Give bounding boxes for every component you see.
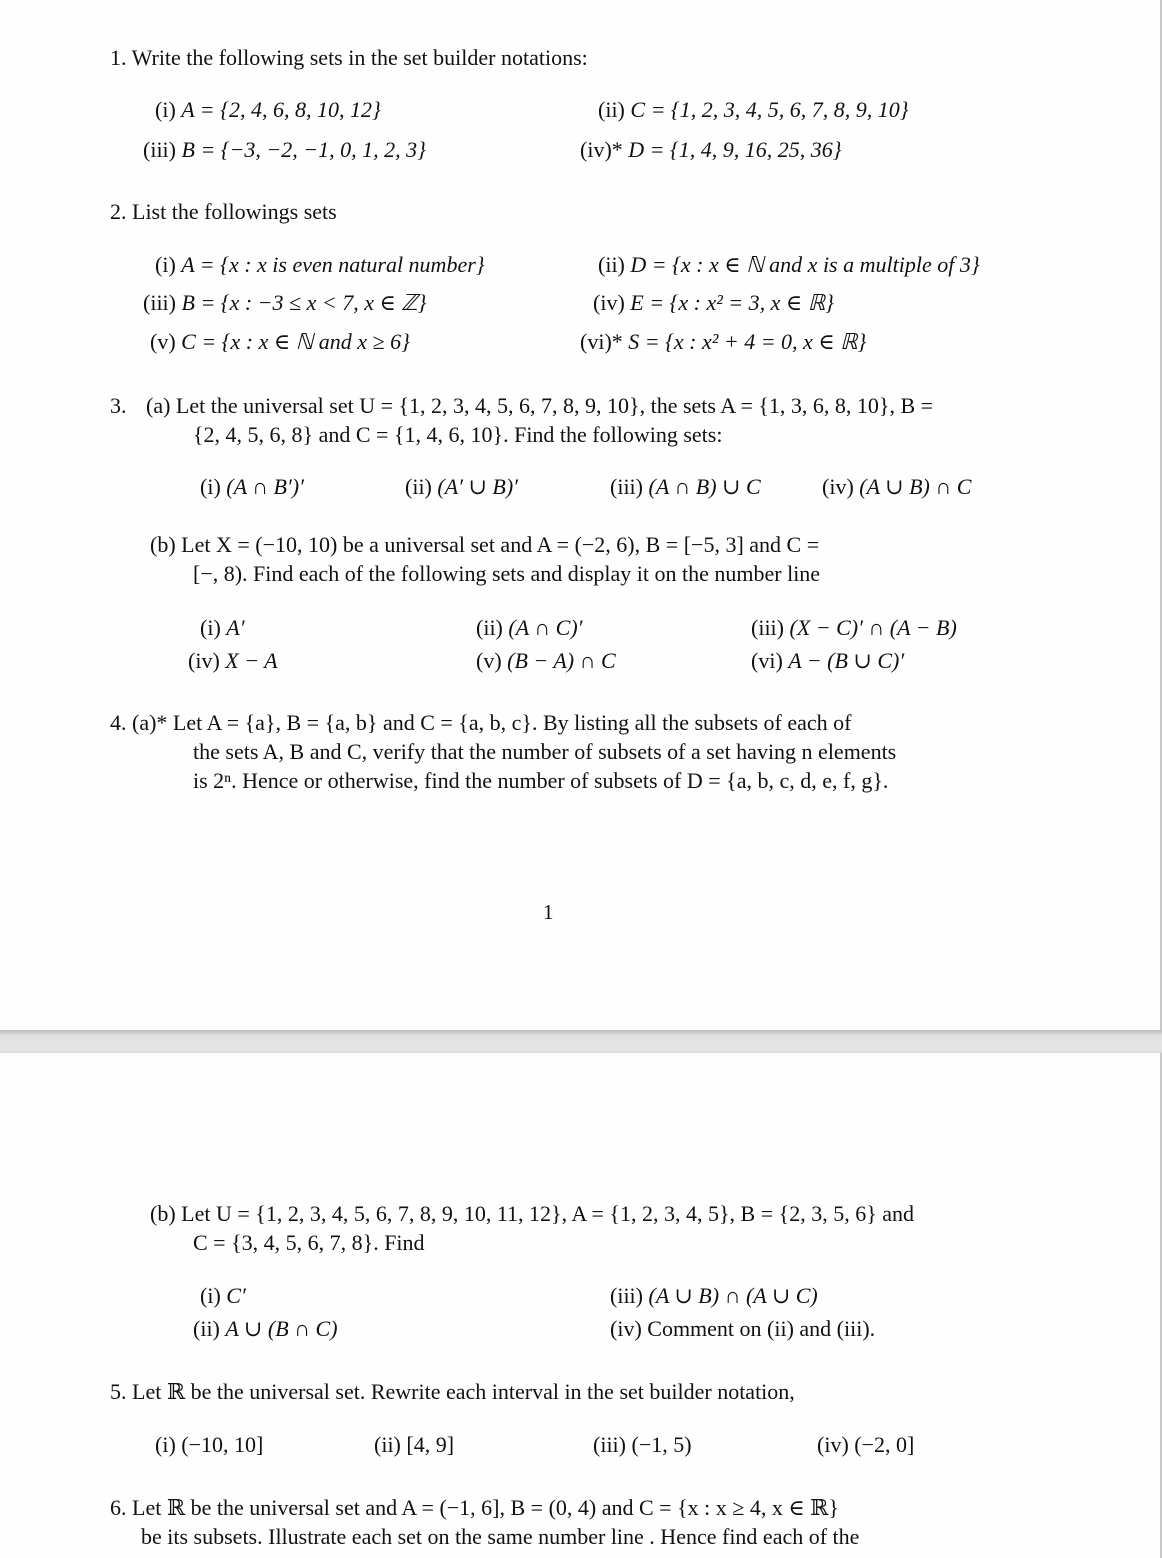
item-label: (ii) (405, 474, 432, 499)
q3b-item-v (476, 650, 616, 672)
question-number: 6. (110, 1495, 127, 1520)
q4a-line2: the sets A, B and C, verify that the number of subsets of a set having n elements (193, 739, 897, 764)
q3a-line2: {2, 4, 5, 6, 8} and C = {1, 4, 6, 10}. Find the following sets: (193, 422, 723, 447)
item-expression: (−2, 0] (854, 1432, 915, 1457)
item-label: (i) (200, 1283, 221, 1308)
item-expression: B = {−3, −2, −1, 0, 1, 2, 3} (181, 137, 426, 162)
item-expression: A = {x : x is even natural number} (181, 252, 485, 277)
item-label: (iii) (610, 1283, 643, 1308)
item-expression: Comment on (ii) and (iii). (647, 1316, 876, 1341)
item-expression: A ∪ (B ∩ C) (225, 1316, 338, 1341)
item-label: (iv) (822, 474, 854, 499)
item-label: (iii) (143, 137, 176, 162)
q2-item-iv (593, 292, 834, 314)
item-label: (vi)* (580, 329, 623, 354)
item-label: (iv)* (580, 137, 623, 162)
item-label: (ii) (598, 97, 625, 122)
item-expression: X − A (225, 648, 278, 673)
item-expression: (A ∩ B) ∪ C (648, 474, 761, 499)
q2-item-v (150, 331, 410, 353)
item-expression: A = {2, 4, 6, 8, 10, 12} (181, 97, 381, 122)
question-number: 1. (110, 45, 127, 70)
q3b-item-iii (751, 617, 957, 639)
item-expression: (A ∪ B) ∩ C (859, 474, 972, 499)
question-prompt: Write the following sets in the set builder notations: (131, 45, 588, 70)
item-label: (iii) (593, 1432, 626, 1457)
item-label: (i) (200, 615, 221, 640)
page-separator (0, 1030, 1162, 1053)
q5-item-i (155, 1434, 263, 1456)
q4b-line2: C = {3, 4, 5, 6, 7, 8}. Find (193, 1230, 425, 1255)
item-label: (ii) (476, 615, 503, 640)
q3a-item-i (200, 476, 304, 498)
page-number: 1 (543, 900, 554, 924)
item-expression: (A ∪ B) ∩ (A ∪ C) (648, 1283, 818, 1308)
item-label: (iv) (593, 290, 625, 315)
question-prompt: Let ℝ be the universal set. Rewrite each interval in the set builder notation, (132, 1379, 795, 1404)
question-1 (110, 47, 588, 69)
q1-item-ii (598, 99, 909, 121)
question-6 (110, 1497, 839, 1519)
q4b-item-iv (610, 1318, 875, 1340)
q2-item-vi (580, 331, 866, 353)
item-expression: (−1, 5) (631, 1432, 692, 1457)
item-expression: (A ∩ C)′ (508, 615, 583, 640)
item-expression: (A ∩ B′)′ (226, 474, 304, 499)
question-5 (110, 1381, 795, 1403)
document-page-2 (0, 1053, 1162, 1558)
item-label: (i) (155, 1432, 176, 1457)
item-label: (i) (200, 474, 221, 499)
item-label: (i) (155, 97, 176, 122)
q6-line2: be its subsets. Illustrate each set on the same number line . Hence find each of the (141, 1524, 860, 1549)
item-expression: E = {x : x² = 3, x ∈ ℝ} (630, 290, 834, 315)
item-label: (ii) (193, 1316, 220, 1341)
item-label: (iv) (817, 1432, 849, 1457)
question-number: 4. (110, 710, 127, 735)
item-expression: D = {x : x ∈ ℕ and x is a multiple of 3} (630, 252, 980, 277)
item-expression: [4, 9] (406, 1432, 455, 1457)
q2-item-iii (143, 292, 426, 314)
item-label: (v) (476, 648, 502, 673)
part-text: Let the universal set U = {1, 2, 3, 4, 5, 6, 7, 8, 9, 10}, the sets A = {1, 3, 6, 8, 10}, B = (175, 393, 934, 418)
q3a-item-ii (405, 476, 518, 498)
part-text: Let U = {1, 2, 3, 4, 5, 6, 7, 8, 9, 10, 11, 12}, A = {1, 2, 3, 4, 5}, B = {2, 3, 5, 6} and (181, 1201, 915, 1226)
item-expression: D = {1, 4, 9, 16, 25, 36} (628, 137, 842, 162)
item-expression: B = {x : −3 ≤ x < 7, x ∈ ℤ} (181, 290, 427, 315)
item-expression: (B − A) ∩ C (507, 648, 616, 673)
item-label: (v) (150, 329, 176, 354)
item-expression: C′ (226, 1283, 246, 1308)
item-expression: (X − C)′ ∩ (A − B) (789, 615, 957, 640)
q4b-item-iii (610, 1285, 818, 1307)
q3b-item-ii (476, 617, 582, 639)
question-number: 3. (110, 393, 127, 418)
q4a-line3: is 2ⁿ. Hence or otherwise, find the number of subsets of D = {a, b, c, d, e, f, g}. (193, 768, 889, 793)
q3b-line2: [−, 8). Find each of the following sets and display it on the number line (193, 561, 821, 586)
q4b-item-i (200, 1285, 246, 1307)
q1-item-iv (580, 139, 842, 161)
q3a-item-iii (610, 476, 761, 498)
part-label: (a) (146, 393, 171, 418)
item-expression: C = {1, 2, 3, 4, 5, 6, 7, 8, 9, 10} (630, 97, 909, 122)
item-expression: (A′ ∪ B)′ (437, 474, 518, 499)
q3b-line1 (150, 534, 819, 556)
q2-item-ii (598, 254, 980, 276)
part-label: (a)* (132, 710, 168, 735)
item-expression: (−10, 10] (181, 1432, 264, 1457)
part-text: Let X = (−10, 10) be a universal set and A = (−2, 6), B = [−5, 3] and C = (181, 532, 820, 557)
part-label: (b) (150, 1201, 176, 1226)
q4b-line1 (150, 1203, 914, 1225)
q2-item-i (155, 254, 485, 276)
question-number: 2. (110, 199, 127, 224)
part-text: Let A = {a}, B = {a, b} and C = {a, b, c}. By listing all the subsets of each of (172, 710, 852, 735)
item-label: (i) (155, 252, 176, 277)
item-expression: S = {x : x² + 4 = 0, x ∈ ℝ} (628, 329, 867, 354)
q5-item-iii (593, 1434, 692, 1456)
q5-item-ii (374, 1434, 454, 1456)
q1-item-i (155, 99, 381, 121)
question-2 (110, 201, 337, 223)
q3b-item-iv (188, 650, 278, 672)
q4b-item-ii (193, 1318, 338, 1340)
item-expression: A − (B ∪ C)′ (788, 648, 905, 673)
question-4 (110, 712, 852, 734)
q3b-item-vi (751, 650, 904, 672)
part-label: (b) (150, 532, 176, 557)
item-expression: C = {x : x ∈ ℕ and x ≥ 6} (181, 329, 410, 354)
question-text: Let ℝ be the universal set and A = (−1, 6], B = (0, 4) and C = {x : x ≥ 4, x ∈ ℝ} (132, 1495, 839, 1520)
item-label: (ii) (374, 1432, 401, 1457)
q3a-item-iv (822, 476, 971, 498)
item-label: (iii) (610, 474, 643, 499)
item-label: (iv) (188, 648, 220, 673)
question-number: 5. (110, 1379, 127, 1404)
item-label: (ii) (598, 252, 625, 277)
question-prompt: List the followings sets (132, 199, 337, 224)
item-label: (vi) (751, 648, 783, 673)
q3b-item-i (200, 617, 245, 639)
q1-item-iii (143, 139, 426, 161)
item-label: (iv) (610, 1316, 642, 1341)
item-label: (iii) (751, 615, 784, 640)
item-label: (iii) (143, 290, 176, 315)
item-expression: A′ (226, 615, 245, 640)
q5-item-iv (817, 1434, 914, 1456)
question-3 (110, 395, 933, 417)
